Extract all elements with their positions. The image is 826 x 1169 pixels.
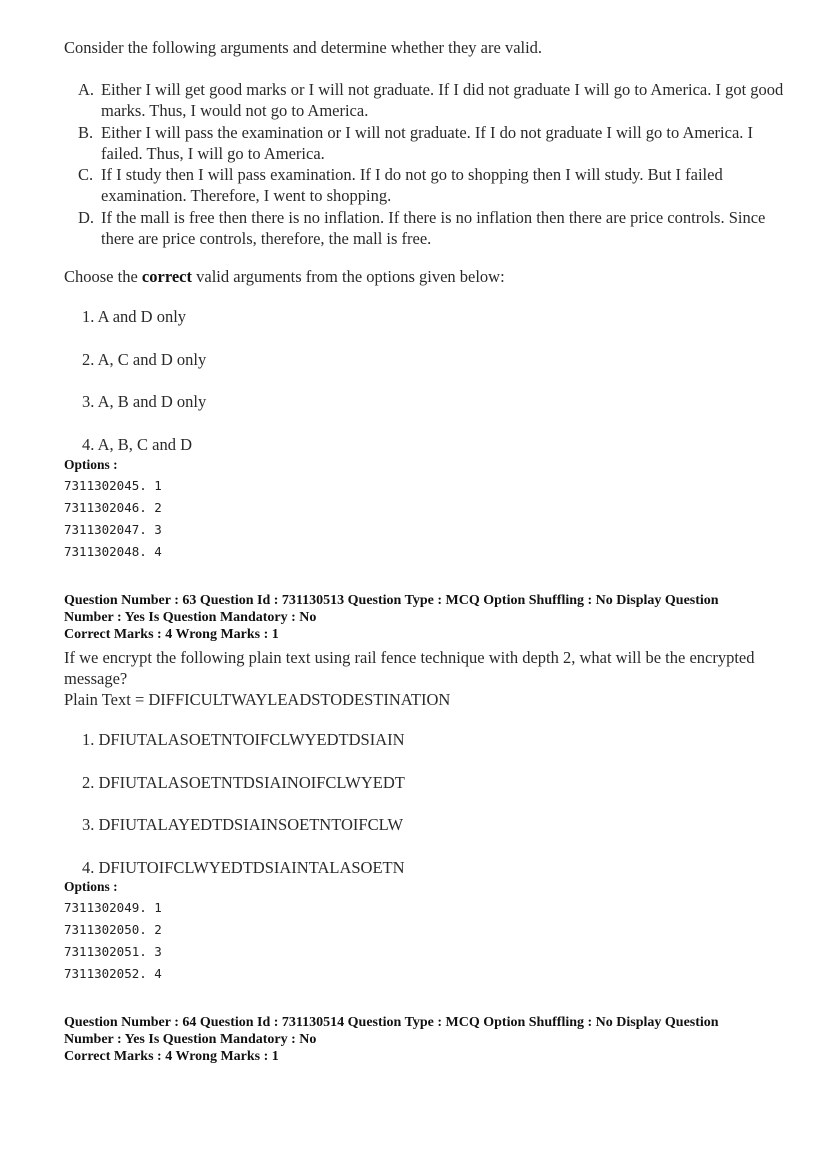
argument-list [78, 79, 798, 249]
choice-item: 4. DFIUTOIFCLWYEDTDSIAINTALASOETN [82, 857, 405, 877]
argument-item [78, 164, 798, 207]
argument-item [78, 122, 798, 165]
marks-line: Correct Marks : 4 Wrong Marks : 1 [64, 627, 279, 642]
question-63-meta [64, 592, 784, 643]
question-63-choices [82, 729, 405, 899]
choose-prefix: Choose the [64, 267, 142, 286]
argument-text: If the mall is free then there is no inflation. If there is no inflation then there are price controls. Since there are price controls, therefore, the mall is free. [101, 207, 766, 249]
options-label: Options : [64, 879, 118, 894]
meta-line: Number : Yes Is Question Mandatory : No [64, 610, 317, 625]
meta-line: Question Number : 64 Question Id : 731130514 Question Type : MCQ Option Shuffling : No Display Question [64, 1015, 719, 1030]
option-code: 7311302049. 1 [64, 900, 162, 915]
option-code: 7311302048. 4 [64, 544, 162, 559]
argument-text: If I study then I will pass examination. If I do not go to shopping then I will study. But I failed examination. Therefore, I went to shopping. [101, 165, 723, 206]
choice-item: 4. A, B, C and D [82, 434, 193, 454]
argument-text: Either I will get good marks or I will not graduate. If I did not graduate I will go to America. I got good marks. Thus, I would not go to America. [101, 80, 784, 121]
question-64-meta [64, 1014, 784, 1065]
option-code: 7311302045. 1 [64, 478, 162, 493]
meta-line: Number : Yes Is Question Mandatory : No [64, 1032, 317, 1047]
option-code: 7311302046. 2 [64, 500, 162, 515]
argument-letter: D. [78, 207, 95, 227]
argument-text: Either I will pass the examination or I will not graduate. If I do not graduate I will go to America. I failed. Thus, I will go to America. [101, 122, 754, 163]
argument-item [78, 79, 798, 122]
choice-item: 3. A, B and D only [82, 392, 207, 411]
choice-item: 3. DFIUTALAYEDTDSIAINSOETNTOIFCLW [82, 815, 404, 834]
choice-item: 1. A and D only [82, 307, 187, 326]
marks-line: Correct Marks : 4 Wrong Marks : 1 [64, 1049, 279, 1064]
option-code: 7311302047. 3 [64, 522, 162, 537]
argument-letter: A. [78, 80, 95, 99]
plain-text-line: Plain Text = DIFFICULTWAYLEADSTODESTINATION [64, 690, 451, 709]
choose-bold: correct [141, 267, 192, 286]
choice-item: 2. DFIUTALASOETNTDSIAINOIFCLWYEDT [82, 772, 405, 792]
option-code-list [64, 475, 162, 563]
options-label: Options : [64, 457, 118, 472]
choice-item: 2. A, C and D only [82, 349, 207, 369]
option-code: 7311302051. 3 [64, 944, 162, 959]
argument-letter: B. [78, 122, 94, 142]
choose-suffix: valid arguments from the options given below: [192, 267, 505, 286]
meta-line: Question Number : 63 Question Id : 731130513 Question Type : MCQ Option Shuffling : No Display Question [64, 593, 719, 608]
argument-letter: C. [78, 165, 94, 185]
option-code: 7311302052. 4 [64, 966, 162, 981]
question-62-choices [82, 306, 206, 476]
argument-item [78, 207, 798, 250]
option-code: 7311302050. 2 [64, 922, 162, 937]
question-62-intro: Consider the following arguments and determine whether they are valid. [64, 38, 543, 57]
option-code-list [64, 897, 162, 985]
question-63-text: If we encrypt the following plain text using rail fence technique with depth 2, what will be the encrypted message? [64, 648, 755, 688]
choice-item: 1. DFIUTALASOETNTOIFCLWYEDTDSIAIN [82, 730, 405, 749]
choose-instruction [64, 267, 505, 287]
